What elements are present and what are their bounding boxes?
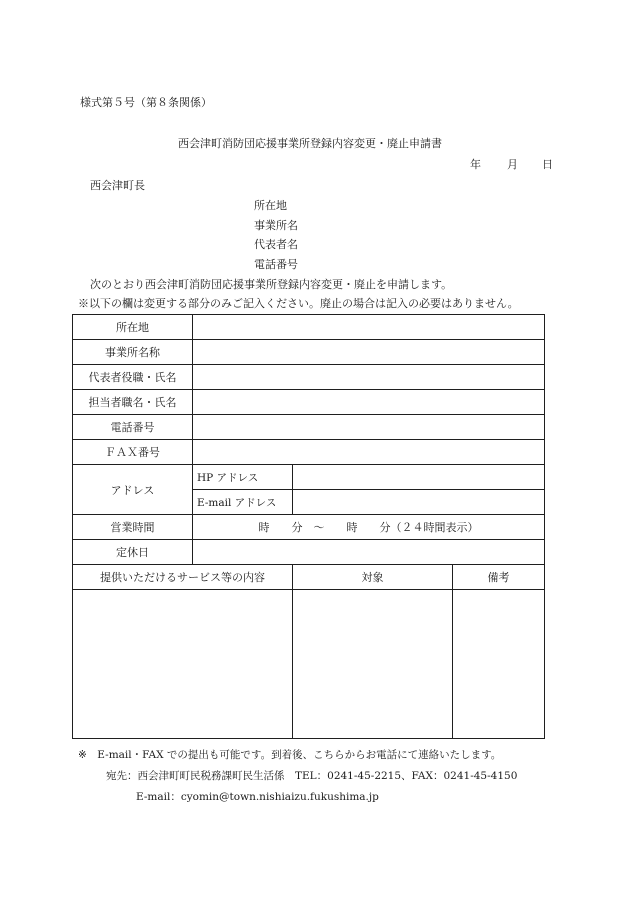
- row-label-office-name: 事業所名称: [73, 340, 193, 365]
- target-header: 対象: [293, 565, 453, 590]
- change-form-table: [72, 314, 545, 739]
- business-hours-field[interactable]: 時 分 ～ 時 分（２４時間表示）: [193, 515, 545, 540]
- hp-address-field[interactable]: [293, 465, 545, 490]
- row-label-fax: ＦＡＸ番号: [73, 440, 193, 465]
- row-label-representative: 代表者役職・氏名: [73, 365, 193, 390]
- applicant-location-label: 所在地: [254, 199, 287, 212]
- form-number: 様式第５号（第８条関係）: [80, 96, 212, 109]
- services-content-field[interactable]: [73, 590, 293, 739]
- remarks-content-field[interactable]: [453, 590, 545, 739]
- addressee: 西会津町長: [90, 179, 145, 192]
- table-row: [73, 340, 545, 365]
- table-row: [73, 390, 545, 415]
- table-row: [73, 515, 545, 540]
- sub-label-hp-address: HP アドレス: [193, 465, 293, 490]
- table-row: [73, 315, 545, 340]
- table-row: [73, 440, 545, 465]
- form-title: 西会津町消防団応援事業所登録内容変更・廃止申請書: [178, 137, 442, 150]
- office-name-field[interactable]: [193, 340, 545, 365]
- applicant-representative-label: 代表者名: [254, 238, 298, 251]
- footer-destination: 宛先：西会津町町民税務課町民生活係 TEL：0241-45-2215、FAX：0241-45-4150: [106, 770, 518, 782]
- date-day-label: 日: [542, 158, 553, 171]
- remarks-header: 備考: [453, 565, 545, 590]
- fax-field[interactable]: [193, 440, 545, 465]
- applicant-phone-label: 電話番号: [254, 258, 298, 271]
- footer-email: E-mail：cyomin@town.nishiaizu.fukushima.jp: [136, 791, 379, 803]
- representative-field[interactable]: [193, 365, 545, 390]
- sub-label-email-address: E-mail アドレス: [193, 490, 293, 515]
- row-label-phone: 電話番号: [73, 415, 193, 440]
- row-label-holiday: 定休日: [73, 540, 193, 565]
- table-row: [73, 540, 545, 565]
- applicant-office-name-label: 事業所名: [254, 219, 298, 232]
- target-content-field[interactable]: [293, 590, 453, 739]
- date-year-label: 年: [470, 158, 481, 171]
- instruction-note: ※以下の欄は変更する部分のみご記入ください。廃止の場合は記入の必要はありません。: [78, 297, 519, 310]
- table-row: [73, 590, 545, 739]
- row-label-contact-person: 担当者職名・氏名: [73, 390, 193, 415]
- row-label-address: アドレス: [73, 465, 193, 515]
- table-row: [73, 365, 545, 390]
- holiday-field[interactable]: [193, 540, 545, 565]
- table-row: [73, 415, 545, 440]
- footer-note: ※ E-mail・FAX での提出も可能です。到着後、こちらからお電話にて連絡いたします。: [78, 749, 502, 761]
- date-month-label: 月: [507, 158, 518, 171]
- table-row: [73, 565, 545, 590]
- phone-field[interactable]: [193, 415, 545, 440]
- application-statement: 次のとおり西会津町消防団応援事業所登録内容変更・廃止を申請します。: [90, 278, 453, 291]
- row-label-business-hours: 営業時間: [73, 515, 193, 540]
- location-field[interactable]: [193, 315, 545, 340]
- row-label-location: 所在地: [73, 315, 193, 340]
- contact-person-field[interactable]: [193, 390, 545, 415]
- email-address-field[interactable]: [293, 490, 545, 515]
- services-header: 提供いただけるサービス等の内容: [73, 565, 293, 590]
- table-row: [73, 465, 545, 490]
